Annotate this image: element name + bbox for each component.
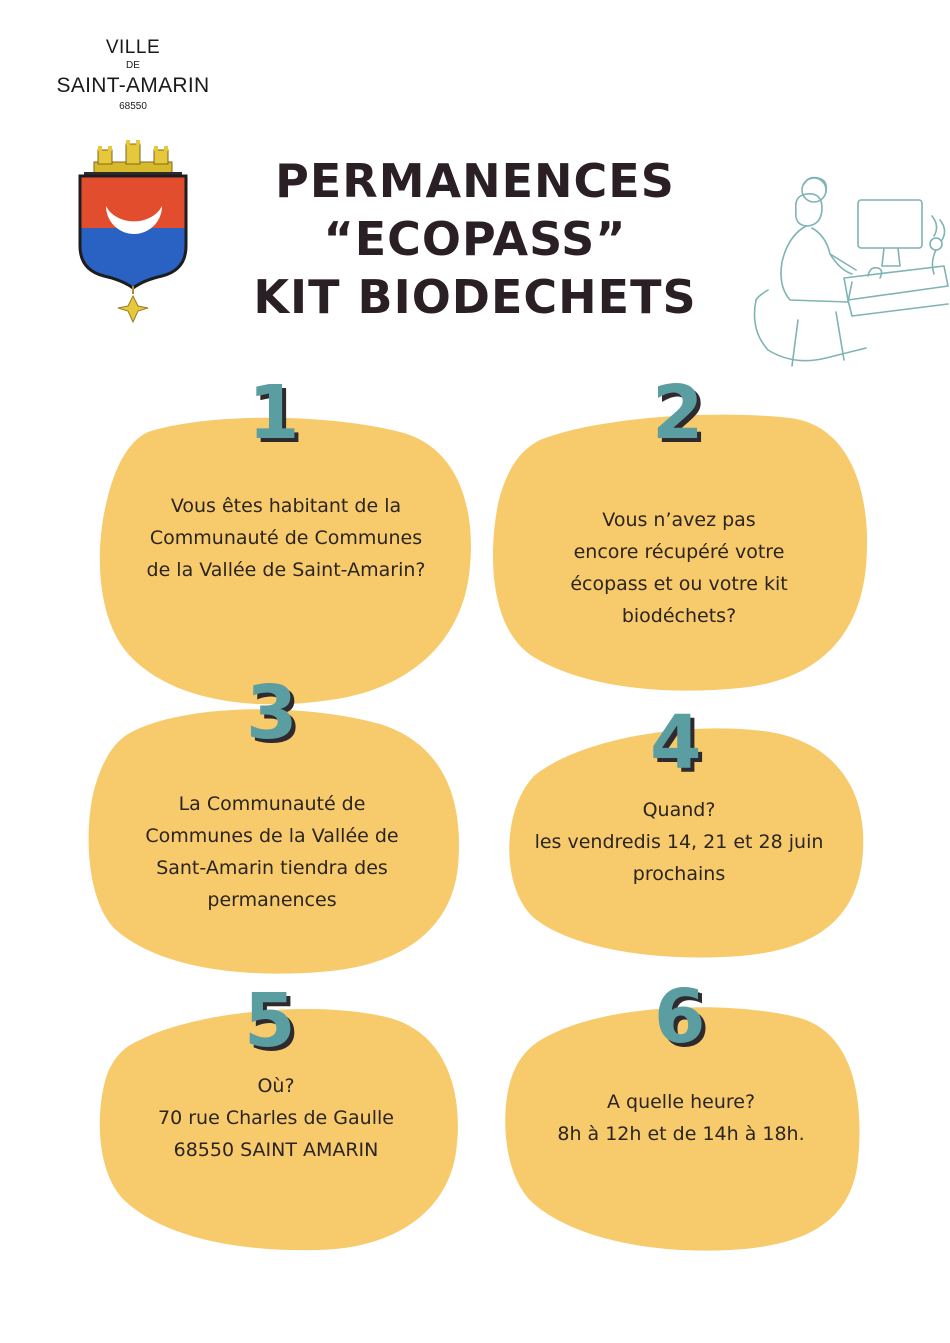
- step-3-number: 3: [246, 670, 298, 756]
- town-postcode: 68550: [119, 101, 147, 112]
- step-2-line-3: écopass et ou votre kit: [570, 573, 788, 595]
- town-line-ville: VILLE: [105, 37, 161, 58]
- step-3-line-3: Sant-Amarin tiendra des: [156, 857, 388, 879]
- step-4-text: [500, 794, 858, 890]
- step-3-text: [86, 788, 458, 916]
- town-line-name: SAINT-AMARIN: [56, 74, 210, 97]
- step-4-line-2: les vendredis 14, 21 et 28 juin: [534, 831, 824, 853]
- step-2-line-4: biodéchets?: [621, 605, 737, 627]
- step-4-line-1: Quand?: [642, 799, 716, 821]
- step-5-line-2: 70 rue Charles de Gaulle: [158, 1107, 394, 1129]
- step-5-text: [96, 1070, 456, 1166]
- step-5-number: 5: [244, 978, 296, 1064]
- step-2-line-2: encore récupéré votre: [573, 541, 785, 563]
- step-6-line-1: A quelle heure?: [606, 1091, 756, 1113]
- step-2-number: 2: [652, 370, 704, 456]
- step-3-line-2: Communes de la Vallée de: [145, 825, 399, 847]
- step-5-line-3: 68550 SAINT AMARIN: [173, 1139, 379, 1161]
- step-6-number: 6: [654, 974, 706, 1060]
- step-2-line-1: Vous n’avez pas: [602, 509, 756, 531]
- step-1-number: 1: [248, 370, 300, 456]
- step-4-line-3: prochains: [632, 863, 726, 885]
- step-6-line-2: 8h à 12h et de 14h à 18h.: [557, 1123, 805, 1145]
- town-line-de: DE: [126, 60, 140, 71]
- step-2-text: [494, 504, 864, 632]
- step-4-number: 4: [650, 700, 702, 786]
- step-5-line-1: Où?: [257, 1075, 295, 1097]
- title-line-2: “ECOPASS”: [323, 212, 627, 266]
- title-line-1: PERMANENCES: [275, 154, 675, 208]
- step-6-text: [500, 1086, 862, 1150]
- step-1-line-3: de la Vallée de Saint-Amarin?: [146, 559, 426, 581]
- step-3-line-4: permanences: [207, 889, 337, 911]
- step-1-line-2: Communauté de Communes: [149, 527, 423, 549]
- step-1-line-1: Vous êtes habitant de la: [170, 495, 402, 517]
- step-3-line-1: La Communauté de: [178, 793, 366, 815]
- title-line-3: KIT BIODECHETS: [253, 270, 697, 324]
- step-1-text: [96, 490, 476, 586]
